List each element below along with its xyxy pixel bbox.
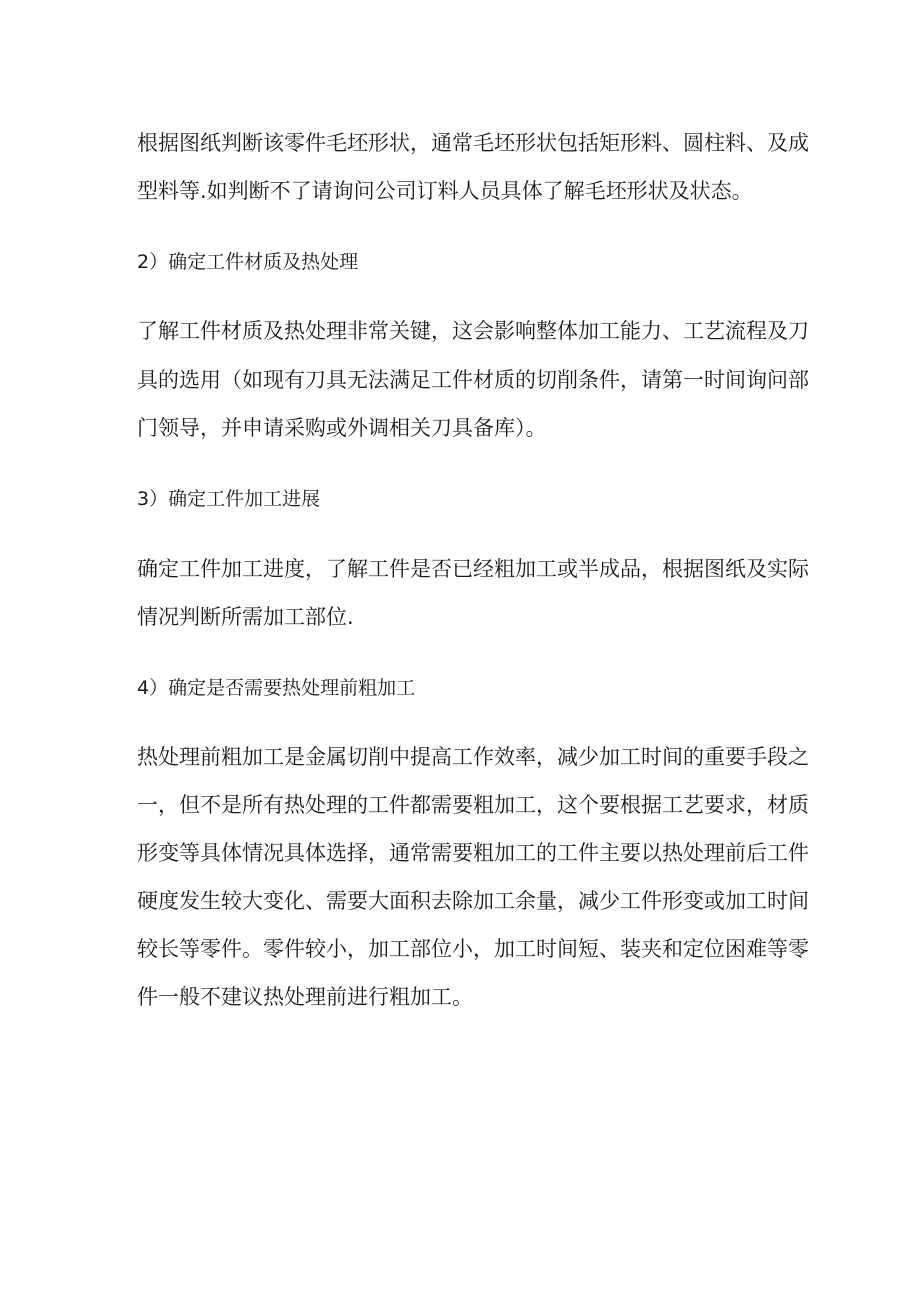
paragraph-line: 型料等.如判断不了请询问公司订料人员具体了解毛坯形状及状态。 [137,179,753,203]
paragraph-line: 形变等具体情况具体选择，通常需要粗加工的工件主要以热处理前后工件 [137,841,809,865]
section-heading: 2）确定工件材质及热处理 [137,251,359,273]
section-heading: 4）确定是否需要热处理前粗加工 [137,677,416,699]
paragraph-line: 较长等零件。零件较小，加工部位小，加工时间短、装夹和定位困难等零 [137,937,809,961]
paragraph-line: 热处理前粗加工是金属切削中提高工作效率，减少加工时间的重要手段之 [137,745,809,769]
paragraph-line: 件一般不建议热处理前进行粗加工。 [137,985,473,1009]
paragraph-line: 了解工件材质及热处理非常关键，这会影响整体加工能力、工艺流程及刀 [137,319,809,343]
paragraph-line: 具的选用（如现有刀具无法满足工件材质的切削条件，请第一时间询问部 [137,368,809,392]
paragraph-line: 一，但不是所有热处理的工件都需要粗加工，这个要根据工艺要求，材质 [137,793,809,817]
section-heading: 3）确定工件加工进展 [137,488,321,510]
paragraph-line: 根据图纸判断该零件毛坯形状，通常毛坯形状包括矩形料、圆柱料、及成 [137,131,809,155]
paragraph-line: 硬度发生较大变化、需要大面积去除加工余量，减少工件形变或加工时间 [137,889,809,913]
paragraph-line: 确定工件加工进度，了解工件是否已经粗加工或半成品，根据图纸及实际 [137,557,809,581]
paragraph-line: 门领导，并申请采购或外调相关刀具备库）。 [137,416,547,440]
paragraph-line: 情况判断所需加工部位. [137,605,354,629]
